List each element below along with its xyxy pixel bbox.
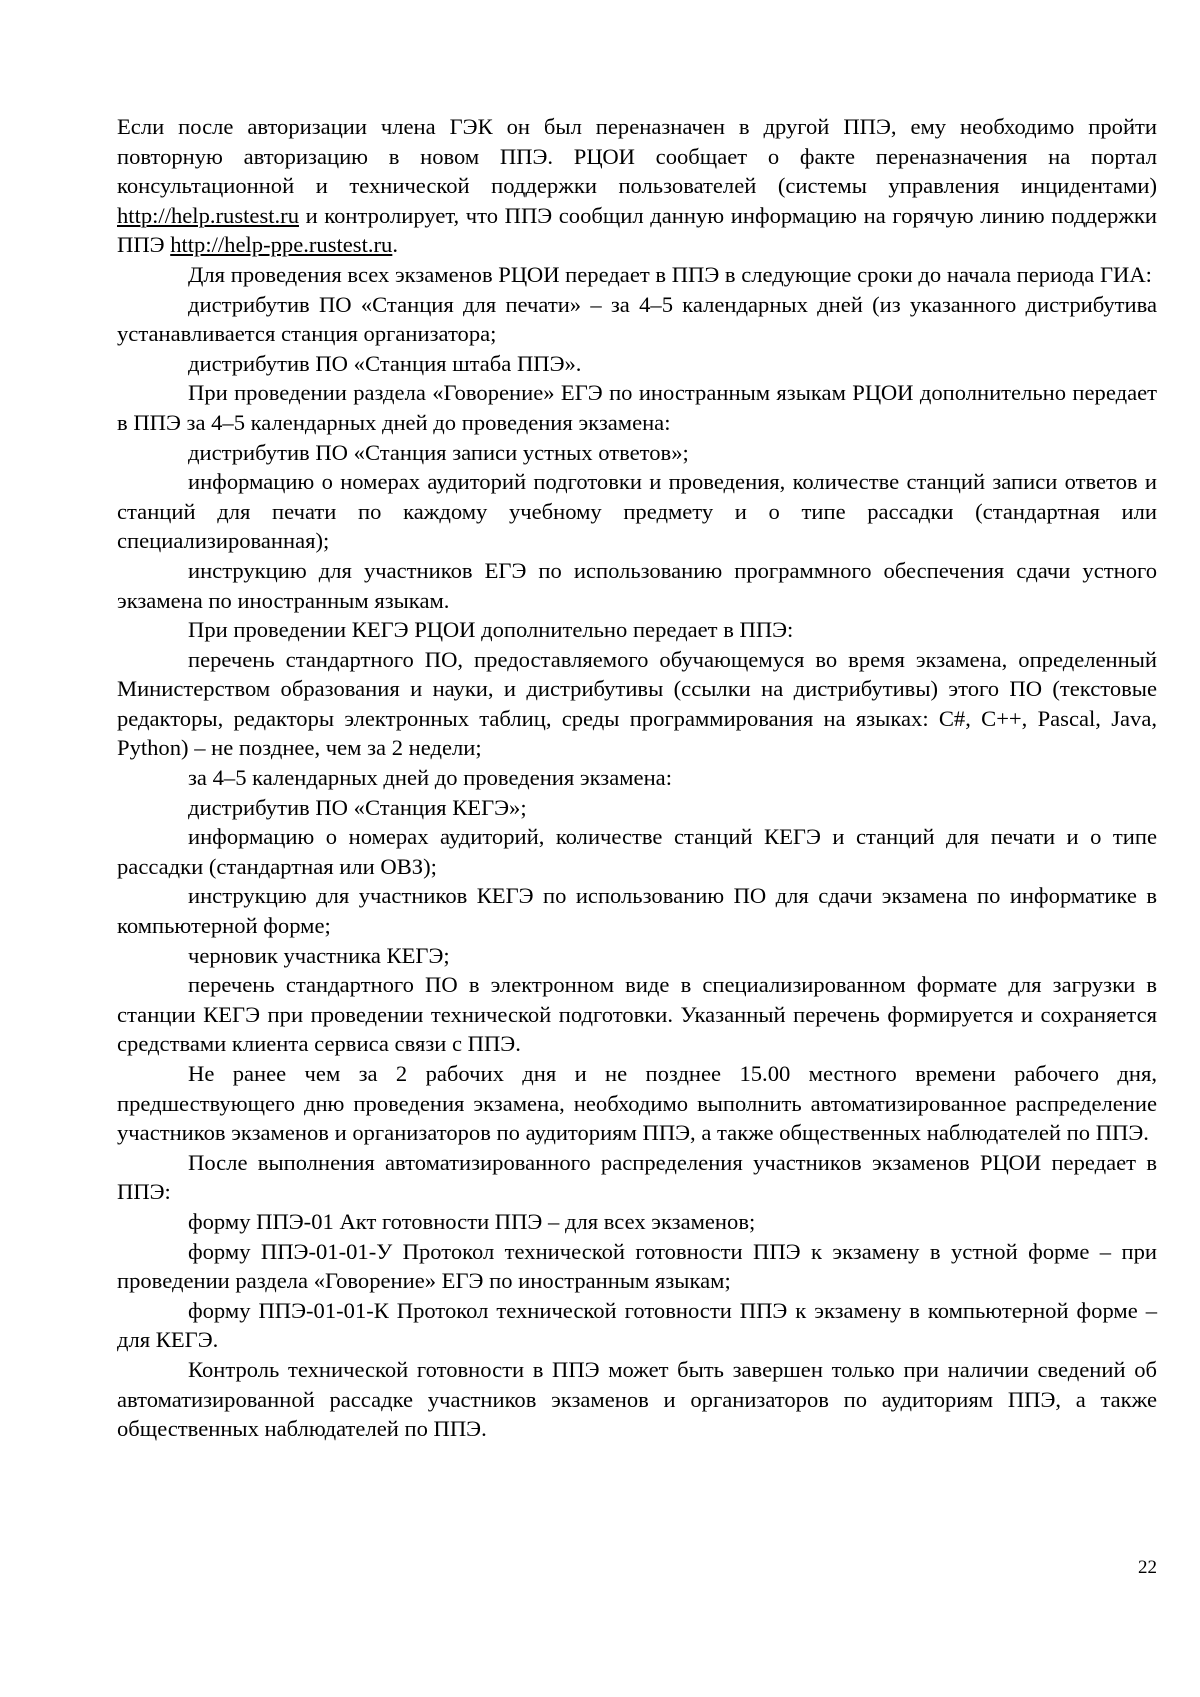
list-item: черновик участника КЕГЭ; <box>188 942 450 968</box>
list-item: дистрибутив ПО «Станция КЕГЭ»; <box>188 794 527 820</box>
paragraph: Контроль технической готовности в ППЭ может быть завершен только при наличии сведений об автоматизированной рассадке участников экзаменов и организаторов по аудиториям ППЭ, а также общественных наблюдателей по ППЭ. <box>117 1356 1157 1442</box>
help-portal-link[interactable]: http://help.rustest.ru <box>117 202 299 228</box>
list-item: перечень стандартного ПО в электронном виде в специализированном формате для загрузки в станции КЕГЭ при проведении технической подготовки. Указанный перечень формируется и сохраняется средствами клиента сервиса связи с ППЭ. <box>117 972 1157 1057</box>
list-item: форму ППЭ-01-01-К Протокол технической готовности ППЭ к экзамену в компьютерной форме – для КЕГЭ. <box>117 1297 1157 1353</box>
paragraph-reassignment <box>117 112 1157 260</box>
list-item: дистрибутив ПО «Станция для печати» – за 4–5 календарных дней (из указанного дистрибутива устанавливается станция организатора; <box>117 291 1157 347</box>
help-ppe-link[interactable]: http://help-ppe.rustest.ru <box>170 232 393 258</box>
document-body <box>117 112 1157 1444</box>
list-item: дистрибутив ПО «Станция штаба ППЭ». <box>188 350 582 376</box>
list-item: перечень стандартного ПО, предоставляемого обучающемуся во время экзамена, определенный Министерством образования и науки, и дистрибутивы (ссылки на дистрибутивы) этого ПО (текстовые редакторы, редакторы электронных таблиц, среды программирования на языках: С#, С++, Pascal, Java, Python) – не позднее, чем за 2 недели; <box>117 646 1157 761</box>
paragraph-text: Если после авторизации члена ГЭК он был переназначен в другой ППЭ, ему необходимо пройти повторную авторизацию в новом ППЭ. РЦОИ сообщает о факте переназначения на портал консультационной и технической поддержки пользователей (системы управления инцидентами) <box>117 114 1157 199</box>
list-item: информацию о номерах аудиторий подготовки и проведения, количестве станций записи ответов и станций для печати по каждому учебному предмету и о типе рассадки (стандартная или специализированная); <box>117 469 1157 554</box>
paragraph-text: . <box>392 232 398 258</box>
paragraph-text: и контролирует, что ППЭ сообщил данную информацию на горячую линию поддержки ППЭ <box>117 202 1157 258</box>
paragraph: При проведении КЕГЭ РЦОИ дополнительно передает в ППЭ: <box>188 617 794 643</box>
list-item: дистрибутив ПО «Станция записи устных ответов»; <box>188 439 689 465</box>
list-item: инструкцию для участников ЕГЭ по использованию программного обеспечения сдачи устного экзамена по иностранным языкам. <box>117 557 1157 613</box>
list-item: за 4–5 календарных дней до проведения экзамена: <box>188 765 672 791</box>
paragraph: Для проведения всех экзаменов РЦОИ передает в ППЭ в следующие сроки до начала периода ГИА: <box>188 261 1152 287</box>
list-item: форму ППЭ-01-01-У Протокол технической готовности ППЭ к экзамену в устной форме – при проведении раздела «Говорение» ЕГЭ по иностранным языкам; <box>117 1238 1157 1294</box>
paragraph: При проведении раздела «Говорение» ЕГЭ по иностранным языкам РЦОИ дополнительно передает в ППЭ за 4–5 календарных дней до проведения экзамена: <box>117 380 1157 435</box>
list-item: форму ППЭ-01 Акт готовности ППЭ – для всех экзаменов; <box>188 1208 756 1234</box>
list-item: информацию о номерах аудиторий, количестве станций КЕГЭ и станций для печати и о типе рассадки (стандартная или ОВЗ); <box>117 824 1157 879</box>
paragraph: После выполнения автоматизированного распределения участников экзаменов РЦОИ передает в ППЭ: <box>117 1149 1157 1205</box>
page-number: 22 <box>1138 1557 1157 1578</box>
paragraph: Не ранее чем за 2 рабочих дня и не позднее 15.00 местного времени рабочего дня, предшествующего дню проведения экзамена, необходимо выполнить автоматизированное распределение участников экзаменов и организаторов по аудиториям ППЭ, а также общественных наблюдателей по ППЭ. <box>117 1061 1157 1146</box>
list-item: инструкцию для участников КЕГЭ по использованию ПО для сдачи экзамена по информатике в компьютерной форме; <box>117 883 1157 939</box>
